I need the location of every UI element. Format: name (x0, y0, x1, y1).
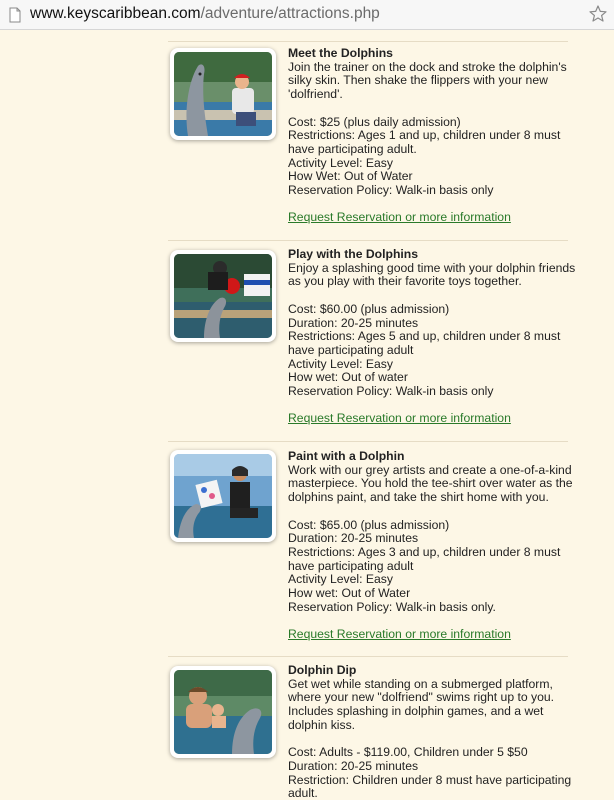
attraction-image-meet-dolphins[interactable] (170, 48, 276, 140)
detail-line: have participating adult (288, 342, 414, 357)
detail-activity: Activity Level: Easy (288, 155, 393, 170)
url-domain: www.keyscaribbean.com (30, 5, 201, 22)
url-text[interactable] (30, 5, 380, 23)
detail-line: Restriction: Children under 8 must have participating (288, 772, 572, 787)
browser-url-bar[interactable] (0, 0, 614, 30)
description-line: Enjoy a splashing good time with your dolphin friends (288, 260, 576, 275)
detail-reservation: Reservation Policy: Walk-in basis only (288, 183, 494, 198)
url-path: /adventure/attractions.php (200, 5, 380, 22)
top-divider (168, 41, 568, 42)
detail-duration: Duration: 20-25 minutes (288, 758, 419, 773)
detail-duration: Duration: 20-25 minutes (288, 531, 419, 546)
detail-wet: How Wet: Out of Water (288, 169, 413, 184)
description-line: where your new "dolfriend" swims right up to you. (288, 690, 555, 705)
detail-cost: Cost: $65.00 (plus admission) (288, 517, 450, 532)
detail-cost: Cost: $25 (plus daily admission) (288, 114, 461, 129)
attraction-title: Play with the Dolphins (288, 247, 419, 261)
detail-line: Restrictions: Ages 3 and up, children under 8 must (288, 544, 561, 559)
divider (168, 656, 568, 657)
attraction-info-play-dolphins (288, 248, 578, 426)
attraction-info-paint-dolphin (288, 450, 578, 642)
description-line: dolphin kiss. (288, 717, 356, 732)
description-line: Join the trainer on the dock and stroke the dolphin's (288, 59, 567, 74)
attraction-image-dolphin-dip[interactable] (170, 666, 276, 758)
detail-line: have participating adult (288, 558, 414, 573)
detail-activity: Activity Level: Easy (288, 572, 393, 587)
detail-wet: How wet: Out of water (288, 370, 408, 385)
divider (168, 240, 568, 241)
description-line: Includes splashing in dolphin games, and a wet (288, 704, 544, 719)
attraction-image-play-dolphins[interactable] (170, 250, 276, 342)
description-line: 'dolfriend'. (288, 87, 343, 102)
detail-activity: Activity Level: Easy (288, 356, 393, 371)
photo-dolphin-dip (174, 670, 272, 754)
divider (168, 441, 568, 442)
attractions-list (0, 30, 614, 800)
detail-cost: Cost: $60.00 (plus admission) (288, 301, 450, 316)
detail-cost: Cost: Adults - $119.00, Children under 5 $50 (288, 745, 528, 760)
attraction-info-dolphin-dip (288, 664, 578, 800)
description-line: masterpiece. You hold the tee-shirt over water as the (288, 476, 573, 491)
photo-paint-dolphin (174, 454, 272, 538)
description-line: silky skin. Then shake the flippers with your new (288, 73, 548, 88)
attraction-title: Dolphin Dip (288, 663, 357, 677)
request-reservation-link[interactable]: Request Reservation or more information (288, 411, 511, 426)
attraction-title: Meet the Dolphins (288, 46, 393, 60)
detail-line: Restrictions: Ages 5 and up, children under 8 must (288, 329, 561, 344)
request-reservation-link[interactable]: Request Reservation or more information (288, 627, 511, 642)
photo-play-dolphins (174, 254, 272, 338)
attraction-info-meet-dolphins (288, 47, 578, 225)
description-line: Get wet while standing on a submerged platform, (288, 676, 553, 691)
bookmark-star-icon[interactable] (588, 4, 608, 24)
detail-line: have participating adult. (288, 141, 417, 156)
description-line: dolphins paint, and take the shirt home with you. (288, 490, 549, 505)
attraction-title: Paint with a Dolphin (288, 449, 405, 463)
detail-wet: How wet: Out of Water (288, 586, 411, 601)
detail-reservation: Reservation Policy: Walk-in basis only (288, 384, 494, 399)
detail-line: Restrictions: Ages 1 and up, children under 8 must (288, 128, 561, 143)
page-icon (9, 7, 21, 23)
detail-line: adult. (288, 786, 318, 800)
request-reservation-link[interactable]: Request Reservation or more information (288, 210, 511, 225)
photo-meet-dolphins (174, 52, 272, 136)
description-line: Work with our grey artists and create a one-of-a-kind (288, 462, 572, 477)
description-line: as you play with their favorite toys together. (288, 274, 522, 289)
attraction-image-paint-dolphin[interactable] (170, 450, 276, 542)
detail-duration: Duration: 20-25 minutes (288, 315, 419, 330)
detail-reservation: Reservation Policy: Walk-in basis only. (288, 599, 496, 614)
